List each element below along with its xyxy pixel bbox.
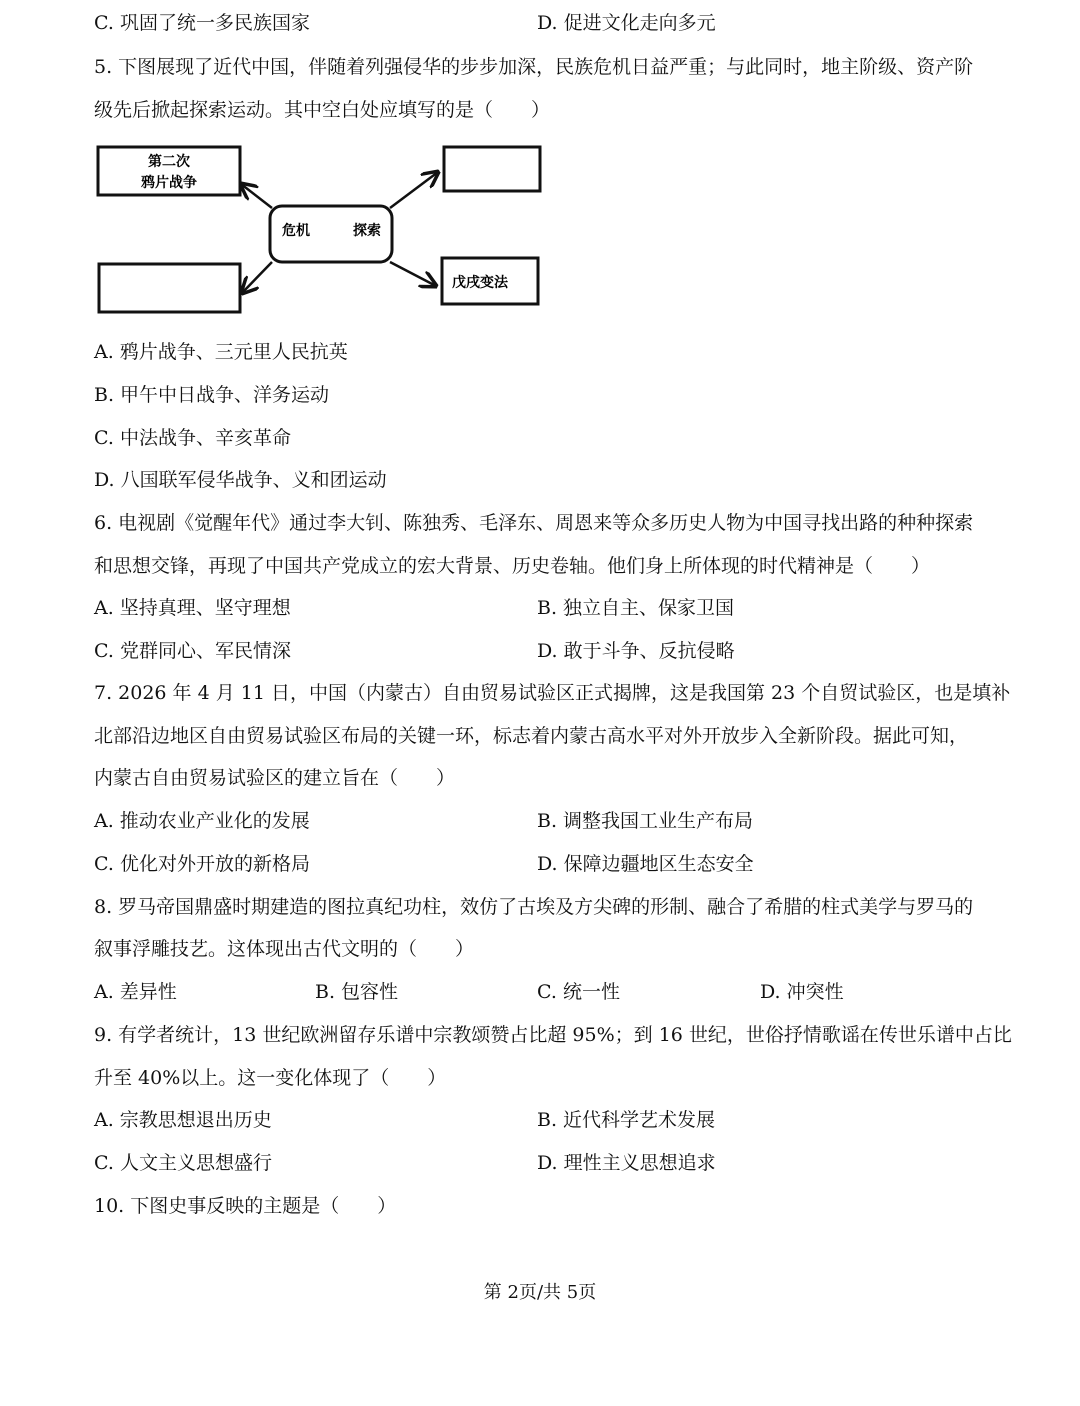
- diagram-box-top-right-blank: [444, 147, 540, 191]
- q9-option-b: B. 近代科学艺术发展: [537, 1109, 716, 1131]
- diagram-top-left-line2: 鸦片战争: [141, 175, 197, 191]
- diagram-box-bottom-left-blank: [99, 264, 240, 312]
- q10-stem-line1: 10. 下图史事反映的主题是（ ）: [94, 1195, 397, 1217]
- q4-option-d: D. 促进文化走向多元: [537, 12, 716, 34]
- q6-option-c: C. 党群同心、军民情深: [94, 640, 291, 662]
- q5-stem-line2: 级先后掀起探索运动。其中空白处应填写的是（ ）: [94, 99, 551, 121]
- q6-option-b: B. 独立自主、保家卫国: [537, 597, 735, 619]
- q5-diagram: [90, 140, 550, 320]
- arrow-to-top-left: [241, 184, 272, 208]
- diagram-center-left: 危机: [282, 223, 310, 239]
- diagram-bottom-right-label: 戊戌变法: [452, 275, 508, 291]
- q5-option-d: D. 八国联军侵华战争、义和团运动: [94, 469, 387, 491]
- q7-stem-line1: 7. 2026 年 4 月 11 日，中国（内蒙古）自由贸易试验区正式揭牌，这是我国第 23 个自贸试验区，也是填补: [94, 682, 1011, 704]
- q4-option-c: C. 巩固了统一多民族国家: [94, 12, 310, 34]
- q8-option-d: D. 冲突性: [760, 981, 844, 1003]
- arrow-to-bottom-left: [242, 262, 272, 293]
- q5-option-c: C. 中法战争、辛亥革命: [94, 427, 291, 449]
- q7-stem-line3: 内蒙古自由贸易试验区的建立旨在（ ）: [94, 767, 456, 789]
- q7-option-a: A. 推动农业产业化的发展: [94, 810, 310, 832]
- q6-option-d: D. 敢于斗争、反抗侵略: [537, 640, 735, 662]
- q7-option-d: D. 保障边疆地区生态安全: [537, 853, 754, 875]
- q8-option-c: C. 统一性: [537, 981, 620, 1003]
- q9-stem-line2: 升至 40%以上。这一变化体现了（ ）: [94, 1067, 447, 1089]
- arrow-to-top-right: [390, 172, 438, 208]
- page-number-footer: 第 2页/共 5页: [483, 1282, 597, 1303]
- diagram-center-right: 探索: [353, 223, 381, 239]
- q8-stem-line1: 8. 罗马帝国鼎盛时期建造的图拉真纪功柱，效仿了古埃及方尖碑的形制、融合了希腊的柱式美学与罗马的: [94, 896, 974, 918]
- q9-stem-line1: 9. 有学者统计，13 世纪欧洲留存乐谱中宗教颂赞占比超 95%；到 16 世纪，世俗抒情歌谣在传世乐谱中占比: [94, 1024, 1012, 1046]
- q8-option-a: A. 差异性: [94, 981, 177, 1003]
- q6-option-a: A. 坚持真理、坚守理想: [94, 597, 291, 619]
- q5-option-b: B. 甲午中日战争、洋务运动: [94, 384, 330, 406]
- q6-stem-line2: 和思想交锋，再现了中国共产党成立的宏大背景、历史卷轴。他们身上所体现的时代精神是（ ）: [94, 555, 931, 577]
- q8-stem-line2: 叙事浮雕技艺。这体现出古代文明的（ ）: [94, 938, 475, 960]
- q9-option-a: A. 宗教思想退出历史: [94, 1109, 272, 1131]
- q5-stem-line1: 5. 下图展现了近代中国，伴随着列强侵华的步步加深，民族危机日益严重；与此同时，地主阶级、资产阶: [94, 56, 974, 78]
- q7-stem-line2: 北部沿边地区自由贸易试验区布局的关键一环，标志着内蒙古高水平对外开放步入全新阶段。据此可知，: [94, 725, 969, 747]
- arrow-to-bottom-right: [390, 262, 436, 286]
- diagram-top-left-line1: 第二次: [148, 154, 190, 170]
- q9-option-d: D. 理性主义思想追求: [537, 1152, 716, 1174]
- q7-option-b: B. 调整我国工业生产布局: [537, 810, 754, 832]
- q5-option-a: A. 鸦片战争、三元里人民抗英: [94, 341, 348, 363]
- q7-option-c: C. 优化对外开放的新格局: [94, 853, 310, 875]
- q8-option-b: B. 包容性: [315, 981, 399, 1003]
- q6-stem-line1: 6. 电视剧《觉醒年代》通过李大钊、陈独秀、毛泽东、周恩来等众多历史人物为中国寻找出路的种种探索: [94, 512, 974, 534]
- q9-option-c: C. 人文主义思想盛行: [94, 1152, 272, 1174]
